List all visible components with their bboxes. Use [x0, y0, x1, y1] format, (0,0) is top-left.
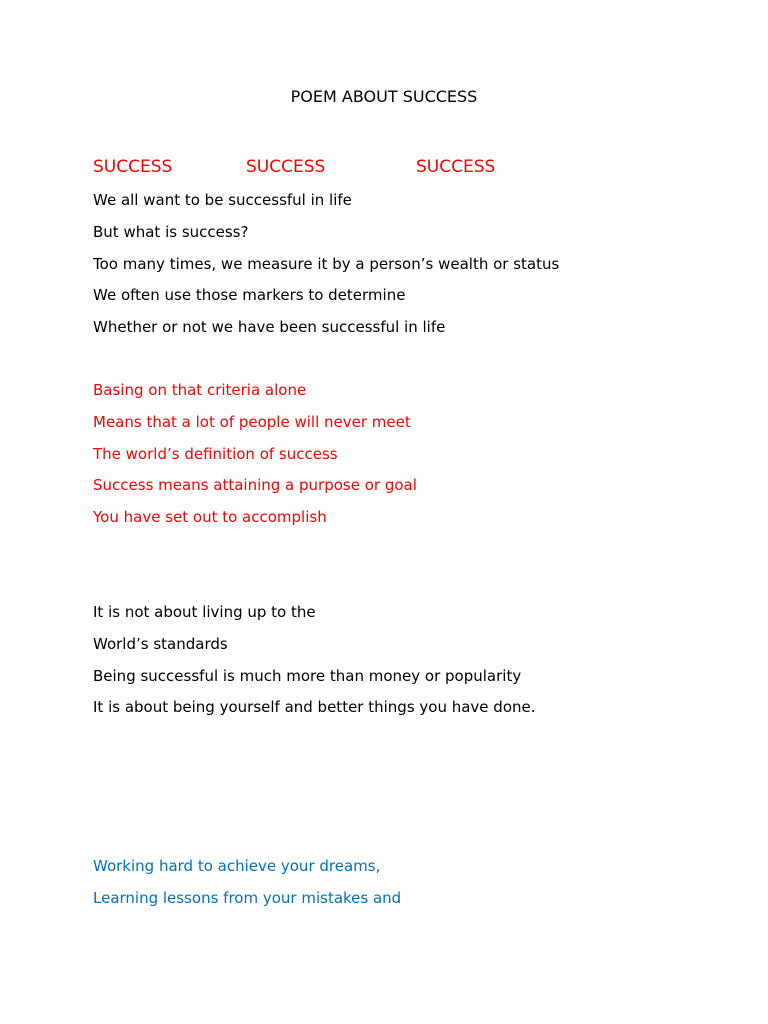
poem-line: We all want to be successful in life	[93, 191, 352, 209]
poem-line: It is not about living up to the	[93, 603, 316, 621]
poem-line: Too many times, we measure it by a person’s wealth or status	[93, 254, 560, 273]
poem-line: The world’s definition of success	[93, 444, 338, 463]
poem-line: Success means attaining a purpose or goal	[93, 476, 417, 495]
stanza-1	[93, 185, 733, 344]
poem-line: But what is success?	[93, 222, 249, 241]
stanza-3	[93, 597, 733, 724]
success-heading-row	[93, 155, 693, 179]
success-word: SUCCESS	[246, 157, 326, 177]
poem-line: Being successful is much more than money or popularity	[93, 666, 522, 685]
poem-line: Basing on that criteria alone	[93, 381, 307, 399]
poem-line: Working hard to achieve your dreams,	[93, 857, 381, 875]
poem-line: You have set out to accomplish	[93, 508, 327, 526]
poem-line: World’s standards	[93, 634, 228, 653]
stanza-4	[93, 851, 733, 915]
poem-line: We often use those markers to determine	[93, 286, 406, 305]
poem-title: POEM ABOUT SUCCESS	[290, 87, 478, 106]
success-word: SUCCESS	[93, 157, 173, 177]
poem-line: It is about being yourself and better things you have done.	[93, 698, 536, 717]
stanza-2	[93, 375, 733, 534]
poem-line: Whether or not we have been successful in life	[93, 318, 446, 336]
poem-line: Means that a lot of people will never meet	[93, 412, 411, 431]
poem-line: Learning lessons from your mistakes and	[93, 888, 402, 907]
success-word: SUCCESS	[416, 157, 496, 177]
